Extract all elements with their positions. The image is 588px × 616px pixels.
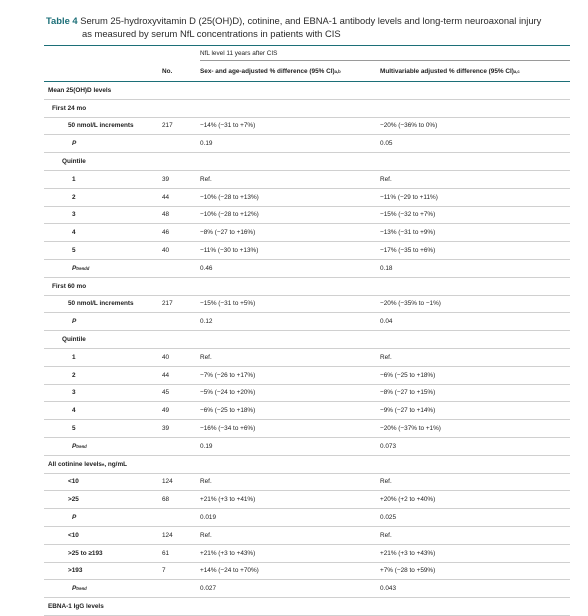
row-label-text: All cotinine levels: [48, 460, 102, 468]
table-row: [44, 331, 570, 349]
row-label: [48, 118, 134, 135]
cell-sex-age-adjusted: −6% (−25 to +18%): [200, 407, 256, 415]
table-row: [44, 456, 570, 474]
cell-no: 39: [162, 175, 170, 183]
cell-multivariable-adjusted: −13% (−31 to +9%): [380, 229, 436, 237]
row-label-text: P: [72, 585, 77, 593]
cell-sex-age-adjusted: Ref.: [200, 478, 212, 486]
row-label: [48, 278, 86, 295]
row-label: [48, 82, 111, 99]
row-label: [48, 189, 76, 206]
cell-multivariable-adjusted: −20% (−35% to −1%): [380, 300, 441, 308]
cell-no: 7: [162, 567, 166, 575]
row-label: [48, 331, 86, 348]
table-row: [44, 580, 570, 598]
row-label-text: Mean 25(OH)D levels: [48, 86, 112, 94]
row-label-text: 1: [72, 353, 76, 361]
row-label: [48, 598, 104, 615]
table-row: [44, 82, 570, 100]
table-row: [44, 545, 570, 563]
cell-no: 39: [162, 425, 170, 433]
cell-sex-age-adjusted: −7% (−26 to +17%): [200, 371, 256, 379]
header-col-sa-sup: a,b: [334, 68, 341, 74]
row-label-text: 3: [72, 211, 76, 219]
cell-multivariable-adjusted: −17% (−35 to +6%): [380, 247, 436, 255]
table-row: [44, 224, 570, 242]
cell-no: 49: [162, 407, 170, 415]
row-label-text: 2: [72, 371, 76, 379]
table-row: [44, 153, 570, 171]
cell-multivariable-adjusted: +20% (+2 to +40%): [380, 496, 436, 504]
cell-no: 68: [162, 496, 170, 504]
table-row: [44, 367, 570, 385]
row-label: [48, 420, 76, 437]
row-label: [48, 207, 76, 224]
row-label-sub: trend: [76, 265, 87, 271]
row-label-text: Quintile: [62, 336, 86, 344]
header-group-row: [44, 47, 570, 61]
row-label-text: First 24 mo: [52, 104, 87, 112]
table-row: [44, 207, 570, 225]
row-label-text: P: [72, 140, 77, 148]
row-label-text: 4: [72, 407, 76, 415]
row-label-sub: trend: [76, 443, 87, 449]
row-label: [48, 296, 134, 313]
table-row: [44, 598, 570, 616]
row-label: [48, 385, 76, 402]
cell-sex-age-adjusted: 0.019: [200, 514, 216, 522]
header-group-title: NfL level 11 years after CIS: [200, 50, 278, 57]
row-label-tail: , ng/mL: [104, 460, 128, 468]
row-label-text: P: [72, 318, 77, 326]
row-label-text: <10: [68, 478, 79, 486]
header-col-mv-sup: a,c: [513, 68, 520, 74]
row-label-text: 1: [72, 175, 76, 183]
cell-sex-age-adjusted: 0.027: [200, 585, 216, 593]
table-row: [44, 313, 570, 331]
row-label-text: <10: [68, 531, 79, 539]
row-label-text: First 60 mo: [52, 282, 87, 290]
cell-multivariable-adjusted: 0.05: [380, 140, 393, 148]
cell-sex-age-adjusted: −5% (−24 to +20%): [200, 389, 256, 397]
row-label: [48, 313, 76, 330]
cell-multivariable-adjusted: −6% (−25 to +18%): [380, 371, 436, 379]
cell-sex-age-adjusted: 0.19: [200, 442, 213, 450]
cell-no: 44: [162, 371, 170, 379]
cell-sex-age-adjusted: −10% (−28 to +13%): [200, 193, 259, 201]
cell-multivariable-adjusted: −9% (−27 to +14%): [380, 407, 436, 415]
cell-multivariable-adjusted: −15% (−32 to +7%): [380, 211, 436, 219]
row-label: [48, 527, 79, 544]
row-label: [48, 100, 86, 117]
cell-multivariable-adjusted: Ref.: [380, 175, 392, 183]
row-label: [48, 402, 76, 419]
row-label-text: 3: [72, 389, 76, 397]
row-label-text: >193: [68, 567, 83, 575]
cell-no: 44: [162, 193, 170, 201]
cell-multivariable-adjusted: 0.18: [380, 264, 393, 272]
row-label: [48, 509, 76, 526]
table-row: [44, 100, 570, 118]
row-label-text: P: [72, 264, 77, 272]
table-row: [44, 509, 570, 527]
caption-line-2: as measured by serum NfL concentrations in patients with CIS: [82, 28, 341, 39]
cell-no: 217: [162, 300, 173, 308]
cell-sex-age-adjusted: Ref.: [200, 353, 212, 361]
cell-multivariable-adjusted: Ref.: [380, 478, 392, 486]
table-row: [44, 563, 570, 581]
table-row: [44, 491, 570, 509]
row-label-sup: e: [101, 461, 105, 467]
cell-sex-age-adjusted: −11% (−30 to +13%): [200, 247, 259, 255]
cell-multivariable-adjusted: −11% (−29 to +11%): [380, 193, 438, 201]
table-row: [44, 135, 570, 153]
data-table: [44, 47, 570, 616]
cell-no: 48: [162, 211, 170, 219]
table-row: [44, 260, 570, 278]
row-label: [48, 563, 82, 580]
row-label-text: Quintile: [62, 158, 86, 166]
row-label: [48, 153, 86, 170]
table-row: [44, 189, 570, 207]
header-col-sa-label: Sex- and age-adjusted % difference (95% CI): [200, 67, 335, 75]
row-label: [48, 260, 89, 277]
table-row: [44, 527, 570, 545]
row-label-text: 5: [72, 247, 76, 255]
row-label: [48, 438, 87, 455]
cell-no: 45: [162, 389, 170, 397]
header-col-mv-label: Multivariable adjusted % difference (95% CI): [380, 67, 514, 75]
cell-sex-age-adjusted: 0.46: [200, 264, 213, 272]
cell-multivariable-adjusted: Ref.: [380, 531, 392, 539]
cell-multivariable-adjusted: 0.043: [380, 585, 396, 593]
cell-multivariable-adjusted: Ref.: [380, 353, 392, 361]
cell-sex-age-adjusted: Ref.: [200, 175, 212, 183]
header-col-mv: [380, 61, 520, 81]
row-label: [48, 456, 127, 473]
cell-sex-age-adjusted: −14% (−31 to +7%): [200, 122, 256, 130]
row-label-text: P: [72, 442, 77, 450]
cell-no: 124: [162, 478, 173, 486]
cell-no: 40: [162, 247, 170, 255]
table-row: [44, 278, 570, 296]
table-top-rule: [44, 45, 570, 46]
cell-sex-age-adjusted: −16% (−34 to +6%): [200, 425, 256, 433]
cell-multivariable-adjusted: −20% (−37% to +1%): [380, 425, 441, 433]
cell-sex-age-adjusted: +14% (−24 to +70%): [200, 567, 259, 575]
row-label: [48, 491, 79, 508]
cell-sex-age-adjusted: +21% (+3 to +43%): [200, 549, 256, 557]
cell-sex-age-adjusted: −15% (−31 to +5%): [200, 300, 256, 308]
table-row: [44, 402, 570, 420]
cell-sex-age-adjusted: +21% (+3 to +41%): [200, 496, 256, 504]
cell-multivariable-adjusted: 0.04: [380, 318, 393, 326]
row-label-text: EBNA-1 IgG levels: [48, 603, 104, 610]
row-label: [48, 224, 76, 241]
table-row: [44, 118, 570, 136]
cell-no: 46: [162, 229, 170, 237]
table-row: [44, 171, 570, 189]
cell-multivariable-adjusted: 0.025: [380, 514, 396, 522]
table-caption: [46, 14, 566, 40]
row-label: [48, 135, 76, 152]
cell-no: 40: [162, 353, 170, 361]
table-row: [44, 242, 570, 260]
row-label: [48, 349, 76, 366]
cell-sex-age-adjusted: 0.19: [200, 140, 213, 148]
cell-multivariable-adjusted: −20% (−36% to 0%): [380, 122, 438, 130]
cell-multivariable-adjusted: +21% (+3 to +43%): [380, 549, 436, 557]
caption-line-1: Serum 25-hydroxyvitamin D (25(OH)D), cotinine, and EBNA-1 antibody levels and long-term neuroaxonal injury: [80, 15, 542, 26]
cell-multivariable-adjusted: −8% (−27 to +15%): [380, 389, 436, 397]
row-label: [48, 367, 76, 384]
table-row: [44, 296, 570, 314]
table-body: [44, 82, 570, 616]
table-row: [44, 420, 570, 438]
header-col-sa: [200, 61, 341, 81]
cell-multivariable-adjusted: 0.073: [380, 442, 396, 450]
row-label-text: 50 nmol/L increments: [68, 122, 134, 130]
row-label: [48, 545, 103, 562]
cell-sex-age-adjusted: −8% (−27 to +16%): [200, 229, 256, 237]
table-number: Table 4: [46, 15, 78, 26]
row-label-text: P: [72, 514, 77, 522]
header-col-no: No.: [162, 67, 173, 75]
cell-multivariable-adjusted: +7% (−28 to +59%): [380, 567, 436, 575]
row-label-text: >25: [68, 496, 79, 504]
row-label-sup: d: [86, 265, 90, 271]
row-label-sub: trend: [76, 586, 87, 592]
table-row: [44, 385, 570, 403]
table-row: [44, 438, 570, 456]
cell-no: 217: [162, 122, 173, 130]
cell-no: 124: [162, 531, 173, 539]
cell-sex-age-adjusted: Ref.: [200, 531, 212, 539]
row-label: [48, 242, 76, 259]
row-label-text: 4: [72, 229, 76, 237]
row-label: [48, 474, 79, 491]
table-row: [44, 349, 570, 367]
table-row: [44, 474, 570, 492]
row-label-text: 5: [72, 425, 76, 433]
row-label: [48, 171, 76, 188]
cell-no: 61: [162, 549, 170, 557]
header-columns-row: [44, 61, 570, 82]
row-label-text: >25 to ≥193: [68, 549, 103, 557]
row-label-text: 50 nmol/L increments: [68, 300, 134, 308]
row-label-text: 2: [72, 193, 76, 201]
cell-sex-age-adjusted: 0.12: [200, 318, 213, 326]
cell-sex-age-adjusted: −10% (−28 to +12%): [200, 211, 259, 219]
